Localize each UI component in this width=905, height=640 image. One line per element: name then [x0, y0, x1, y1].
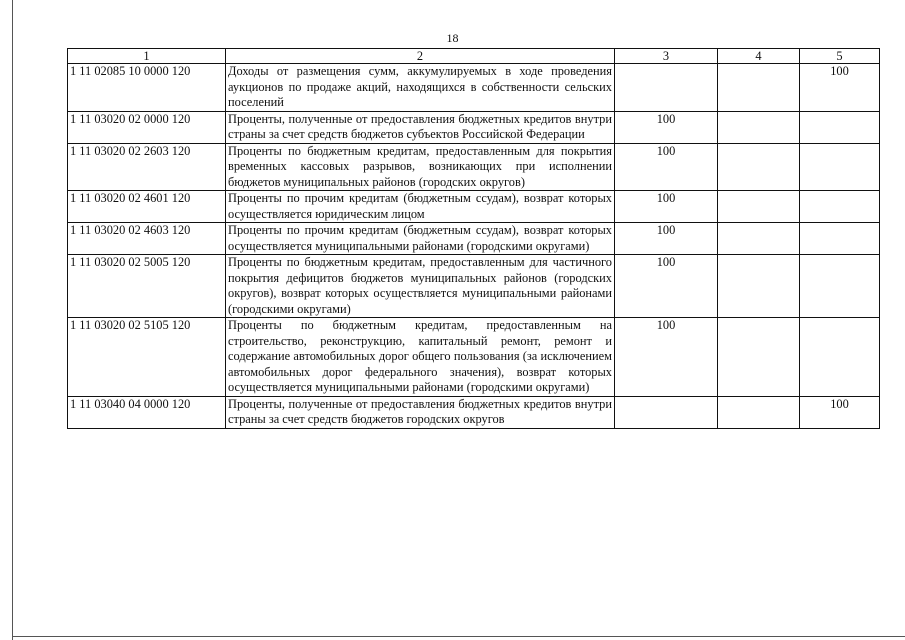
value-col3: 100 — [615, 255, 718, 318]
row-description: Проценты по прочим кредитам (бюджетным ссудам), возврат которых осуществляется муниципальными районами (городскими округами) — [226, 223, 615, 255]
column-header: 5 — [800, 49, 880, 64]
column-header: 4 — [718, 49, 800, 64]
value-col4 — [718, 396, 800, 428]
value-col3: 100 — [615, 223, 718, 255]
row-description: Проценты, полученные от предоставления бюджетных кредитов внутри страны за счет средств бюджетов городских округов — [226, 396, 615, 428]
value-col5 — [800, 255, 880, 318]
value-col5 — [800, 191, 880, 223]
row-description: Проценты по бюджетным кредитам, предоставленным для покрытия временных кассовых разрывов, возникающих при исполнении бюджетов муниципальных районов (городских округов) — [226, 143, 615, 191]
value-col4 — [718, 143, 800, 191]
table-row — [68, 396, 880, 428]
row-description: Проценты, полученные от предоставления бюджетных кредитов внутри страны за счет средств бюджетов субъектов Российской Федерации — [226, 111, 615, 143]
table-row — [68, 255, 880, 318]
column-header: 1 — [68, 49, 226, 64]
budget-code: 1 11 03020 02 5005 120 — [68, 255, 226, 318]
table-row — [68, 318, 880, 397]
value-col4 — [718, 223, 800, 255]
budget-table — [67, 48, 880, 429]
value-col3: 100 — [615, 111, 718, 143]
budget-code: 1 11 03020 02 4603 120 — [68, 223, 226, 255]
budget-code: 1 11 03020 02 0000 120 — [68, 111, 226, 143]
budget-code: 1 11 03020 02 5105 120 — [68, 318, 226, 397]
budget-code: 1 11 03020 02 4601 120 — [68, 191, 226, 223]
table-row — [68, 223, 880, 255]
value-col3: 100 — [615, 191, 718, 223]
value-col4 — [718, 318, 800, 397]
value-col5: 100 — [800, 396, 880, 428]
budget-code: 1 11 02085 10 0000 120 — [68, 64, 226, 112]
scan-edge-left — [12, 0, 13, 640]
table-row — [68, 191, 880, 223]
row-description: Проценты по бюджетным кредитам, предоставленным на строительство, реконструкцию, капитальный ремонт, ремонт и содержание автомобильных дорог общего пользования (за исключением автомобильных дорог федерального значения), возврат которых осуществляется муниципальными районами (городскими округами) — [226, 318, 615, 397]
value-col3: 100 — [615, 143, 718, 191]
value-col3 — [615, 64, 718, 112]
value-col5 — [800, 318, 880, 397]
scan-edge-bottom — [12, 636, 905, 637]
value-col5 — [800, 143, 880, 191]
table-row — [68, 143, 880, 191]
value-col5 — [800, 111, 880, 143]
table-row — [68, 64, 880, 112]
value-col5 — [800, 223, 880, 255]
budget-code: 1 11 03020 02 2603 120 — [68, 143, 226, 191]
row-description: Доходы от размещения сумм, аккумулируемых в ходе проведения аукционов по продаже акций, находящихся в собственности сельских поселений — [226, 64, 615, 112]
value-col3: 100 — [615, 318, 718, 397]
column-header: 3 — [615, 49, 718, 64]
value-col4 — [718, 191, 800, 223]
value-col5: 100 — [800, 64, 880, 112]
row-description: Проценты по бюджетным кредитам, предоставленным для частичного покрытия дефицитов бюджетов муниципальных районов (городских округов), возврат которых осуществляется муниципальными районами (городскими округами) — [226, 255, 615, 318]
budget-code: 1 11 03040 04 0000 120 — [68, 396, 226, 428]
row-description: Проценты по прочим кредитам (бюджетным ссудам), возврат которых осуществляется юридическим лицом — [226, 191, 615, 223]
column-header: 2 — [226, 49, 615, 64]
value-col4 — [718, 255, 800, 318]
table-row — [68, 111, 880, 143]
value-col3 — [615, 396, 718, 428]
value-col4 — [718, 111, 800, 143]
page-number: 18 — [446, 31, 459, 45]
value-col4 — [718, 64, 800, 112]
header-row — [68, 49, 880, 64]
